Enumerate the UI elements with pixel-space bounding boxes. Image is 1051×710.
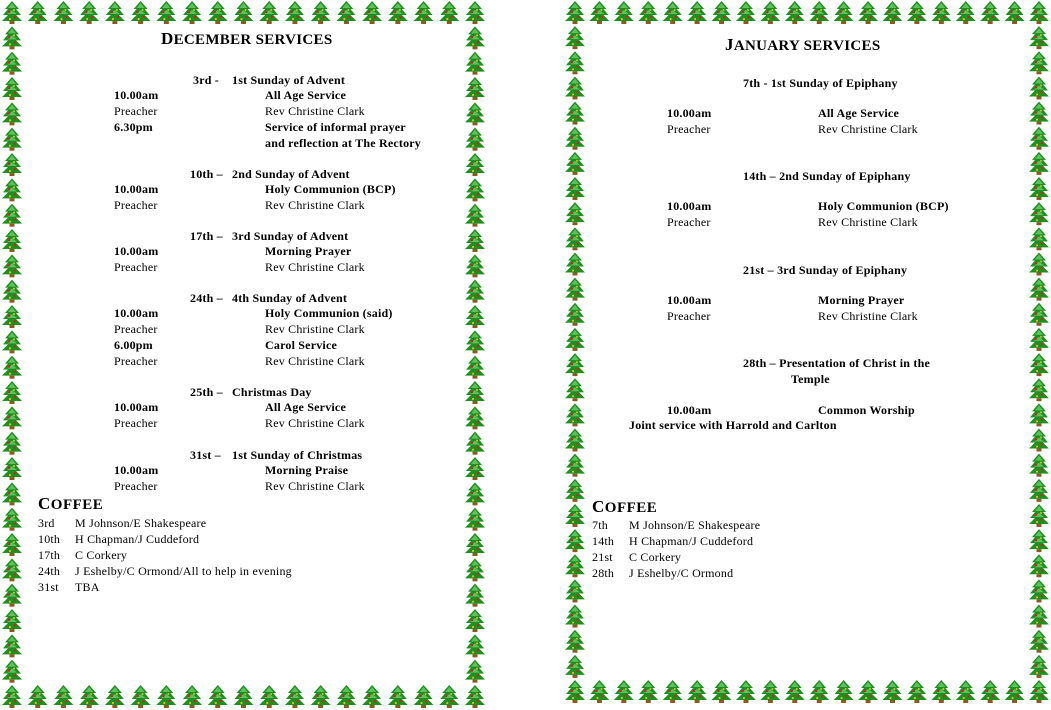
christmas-tree-icon xyxy=(712,680,732,703)
christmas-tree-icon xyxy=(638,680,658,703)
service-time: 10.00am xyxy=(114,400,159,414)
christmas-tree-icon xyxy=(1029,680,1049,703)
christmas-tree-icon xyxy=(565,454,585,477)
christmas-tree-icon xyxy=(362,1,382,24)
christmas-tree-icon xyxy=(565,328,585,351)
preacher-label: Preacher xyxy=(114,479,158,493)
preacher-label: Preacher xyxy=(114,322,158,336)
christmas-tree-icon xyxy=(28,1,48,24)
january-title: JANUARY SERVICES xyxy=(725,35,881,54)
coffee-names: M Johnson/E Shakespeare xyxy=(75,516,207,530)
christmas-tree-icon xyxy=(2,26,22,49)
service-time: 10.00am xyxy=(114,88,159,102)
christmas-tree-icon xyxy=(1029,429,1049,452)
christmas-tree-icon xyxy=(388,1,408,24)
coffee-names: J Eshelby/C Ormond/All to help in evening xyxy=(75,564,292,578)
christmas-tree-icon xyxy=(439,1,459,24)
christmas-tree-icon xyxy=(465,305,485,328)
christmas-tree-icon xyxy=(565,227,585,250)
christmas-tree-icon xyxy=(465,153,485,176)
christmas-tree-icon xyxy=(1029,655,1049,678)
christmas-tree-icon xyxy=(234,685,254,708)
christmas-tree-icon xyxy=(1005,680,1025,703)
christmas-tree-icon xyxy=(465,280,485,303)
service-title: and reflection at The Rectory xyxy=(265,136,421,150)
christmas-tree-icon xyxy=(589,680,609,703)
christmas-tree-icon xyxy=(79,1,99,24)
christmas-tree-icon xyxy=(465,685,485,708)
service-title: Service of informal prayer xyxy=(265,120,406,134)
christmas-tree-icon xyxy=(414,1,434,24)
service-time: 10.00am xyxy=(667,403,712,417)
service-date: 24th – xyxy=(190,291,223,305)
christmas-tree-icon xyxy=(2,229,22,252)
christmas-tree-icon xyxy=(465,381,485,404)
christmas-tree-icon xyxy=(1029,605,1049,628)
christmas-tree-icon xyxy=(465,77,485,100)
christmas-tree-icon xyxy=(1029,454,1049,477)
service-time: 6.30pm xyxy=(114,120,153,134)
service-time: 6.00pm xyxy=(114,338,153,352)
service-heading: 21st – 3rd Sunday of Epiphany xyxy=(743,263,908,277)
christmas-tree-icon xyxy=(736,1,756,24)
christmas-tree-icon xyxy=(687,680,707,703)
christmas-tree-icon xyxy=(2,102,22,125)
preacher-label: Preacher xyxy=(667,309,711,323)
preacher-name: Rev Christine Clark xyxy=(818,309,918,323)
christmas-tree-icon xyxy=(2,457,22,480)
christmas-tree-icon xyxy=(565,1,585,24)
service-title: All Age Service xyxy=(265,88,346,102)
preacher-name: Rev Christine Clark xyxy=(265,198,365,212)
christmas-tree-icon xyxy=(465,609,485,632)
service-time: 10.00am xyxy=(667,106,712,120)
christmas-tree-icon xyxy=(2,685,22,708)
christmas-tree-icon xyxy=(1029,479,1049,502)
christmas-tree-icon xyxy=(2,305,22,328)
christmas-tree-icon xyxy=(53,1,73,24)
service-heading: 28th – Presentation of Christ in the xyxy=(743,356,930,370)
christmas-tree-icon xyxy=(760,680,780,703)
service-title: Morning Prayer xyxy=(818,293,905,307)
christmas-tree-icon xyxy=(465,26,485,49)
service-time: 10.00am xyxy=(114,306,159,320)
coffee-date: 17th xyxy=(38,548,61,562)
preacher-name: Rev Christine Clark xyxy=(265,322,365,336)
christmas-tree-icon xyxy=(565,655,585,678)
christmas-tree-icon xyxy=(565,26,585,49)
december-coffee-heading: COFFEE xyxy=(38,494,104,513)
service-time: 10.00am xyxy=(667,199,712,213)
christmas-tree-icon xyxy=(465,330,485,353)
christmas-tree-icon xyxy=(465,52,485,75)
christmas-tree-icon xyxy=(565,202,585,225)
christmas-tree-icon xyxy=(834,1,854,24)
christmas-tree-icon xyxy=(259,1,279,24)
christmas-tree-icon xyxy=(2,128,22,151)
christmas-tree-icon xyxy=(565,76,585,99)
christmas-tree-icon xyxy=(465,178,485,201)
christmas-tree-icon xyxy=(2,432,22,455)
service-title: Holy Communion (BCP) xyxy=(818,199,949,213)
service-name: 4th Sunday of Advent xyxy=(232,291,348,305)
coffee-names: H Chapman/J Cuddeford xyxy=(75,532,200,546)
christmas-tree-icon xyxy=(465,432,485,455)
christmas-tree-icon xyxy=(2,558,22,581)
service-time: 10.00am xyxy=(114,463,159,477)
service-name: 2nd Sunday of Advent xyxy=(232,167,350,181)
service-date: 31st – xyxy=(190,448,221,462)
christmas-tree-icon xyxy=(1029,630,1049,653)
january-coffee-heading: COFFEE xyxy=(592,497,658,516)
service-note: Joint service with Harrold and Carlton xyxy=(629,418,837,432)
christmas-tree-icon xyxy=(1029,102,1049,125)
christmas-tree-icon xyxy=(2,356,22,379)
christmas-tree-icon xyxy=(1029,152,1049,175)
christmas-tree-icon xyxy=(785,1,805,24)
christmas-tree-icon xyxy=(336,1,356,24)
christmas-tree-icon xyxy=(1029,303,1049,326)
christmas-tree-border xyxy=(563,0,1051,705)
coffee-names: C Corkery xyxy=(629,550,682,564)
christmas-tree-icon xyxy=(931,1,951,24)
christmas-tree-icon xyxy=(1029,127,1049,150)
christmas-tree-icon xyxy=(809,680,829,703)
christmas-tree-icon xyxy=(2,406,22,429)
coffee-names: H Chapman/J Cuddeford xyxy=(629,534,754,548)
christmas-tree-icon xyxy=(1029,76,1049,99)
christmas-tree-icon xyxy=(1029,378,1049,401)
christmas-tree-icon xyxy=(980,1,1000,24)
christmas-tree-icon xyxy=(156,685,176,708)
christmas-tree-icon xyxy=(931,680,951,703)
christmas-tree-icon xyxy=(259,685,279,708)
christmas-tree-icon xyxy=(858,1,878,24)
christmas-tree-icon xyxy=(565,605,585,628)
christmas-tree-icon xyxy=(834,680,854,703)
christmas-tree-icon xyxy=(28,685,48,708)
christmas-tree-border xyxy=(0,0,487,710)
service-title: Carol Service xyxy=(265,338,338,352)
christmas-tree-icon xyxy=(956,680,976,703)
christmas-tree-icon xyxy=(311,685,331,708)
christmas-tree-icon xyxy=(285,1,305,24)
service-date: 25th – xyxy=(190,385,223,399)
december-page xyxy=(0,0,487,710)
christmas-tree-icon xyxy=(663,1,683,24)
christmas-tree-icon xyxy=(614,680,634,703)
service-heading: 7th - 1st Sunday of Epiphany xyxy=(743,76,898,90)
service-time: 10.00am xyxy=(667,293,712,307)
coffee-date: 10th xyxy=(38,532,61,546)
christmas-tree-icon xyxy=(285,685,305,708)
christmas-tree-icon xyxy=(336,685,356,708)
christmas-tree-icon xyxy=(2,381,22,404)
service-date: 3rd - xyxy=(193,73,219,87)
christmas-tree-icon xyxy=(465,128,485,151)
christmas-tree-icon xyxy=(2,660,22,683)
christmas-tree-icon xyxy=(182,1,202,24)
coffee-names: TBA xyxy=(75,580,100,594)
christmas-tree-icon xyxy=(565,102,585,125)
christmas-tree-icon xyxy=(465,533,485,556)
christmas-tree-icon xyxy=(980,680,1000,703)
christmas-tree-icon xyxy=(2,280,22,303)
christmas-tree-icon xyxy=(465,406,485,429)
preacher-label: Preacher xyxy=(114,260,158,274)
christmas-tree-icon xyxy=(465,634,485,657)
christmas-tree-icon xyxy=(1029,227,1049,250)
december-title: DECEMBER SERVICES xyxy=(161,29,333,48)
preacher-name: Rev Christine Clark xyxy=(818,215,918,229)
christmas-tree-icon xyxy=(1005,1,1025,24)
christmas-tree-icon xyxy=(882,1,902,24)
christmas-tree-icon xyxy=(465,356,485,379)
january-page xyxy=(563,0,1051,705)
christmas-tree-icon xyxy=(565,504,585,527)
christmas-tree-icon xyxy=(565,152,585,175)
christmas-tree-icon xyxy=(882,680,902,703)
service-title: All Age Service xyxy=(818,106,899,120)
christmas-tree-icon xyxy=(2,204,22,227)
christmas-tree-icon xyxy=(1029,252,1049,275)
christmas-tree-icon xyxy=(1029,579,1049,602)
christmas-tree-icon xyxy=(465,660,485,683)
christmas-tree-icon xyxy=(638,1,658,24)
preacher-name: Rev Christine Clark xyxy=(265,479,365,493)
service-name: Christmas Day xyxy=(232,385,312,399)
christmas-tree-icon xyxy=(465,584,485,607)
christmas-tree-icon xyxy=(182,685,202,708)
preacher-name: Rev Christine Clark xyxy=(265,354,365,368)
coffee-date: 14th xyxy=(592,534,615,548)
christmas-tree-icon xyxy=(465,558,485,581)
christmas-tree-icon xyxy=(465,254,485,277)
christmas-tree-icon xyxy=(907,1,927,24)
coffee-date: 31st xyxy=(38,580,59,594)
coffee-date: 7th xyxy=(592,518,608,532)
christmas-tree-icon xyxy=(736,680,756,703)
preacher-name: Rev Christine Clark xyxy=(265,260,365,274)
christmas-tree-icon xyxy=(1029,202,1049,225)
christmas-tree-icon xyxy=(465,482,485,505)
preacher-label: Preacher xyxy=(667,122,711,136)
christmas-tree-icon xyxy=(2,609,22,632)
christmas-tree-icon xyxy=(208,1,228,24)
christmas-tree-icon xyxy=(1029,504,1049,527)
christmas-tree-icon xyxy=(465,204,485,227)
christmas-tree-icon xyxy=(105,685,125,708)
christmas-tree-icon xyxy=(1029,177,1049,200)
christmas-tree-icon xyxy=(858,680,878,703)
service-name: 1st Sunday of Advent xyxy=(232,73,346,87)
service-title: Common Worship xyxy=(818,403,915,417)
christmas-tree-icon xyxy=(2,1,22,24)
christmas-tree-icon xyxy=(439,685,459,708)
christmas-tree-icon xyxy=(208,685,228,708)
christmas-tree-icon xyxy=(565,529,585,552)
christmas-tree-icon xyxy=(565,303,585,326)
preacher-label: Preacher xyxy=(114,104,158,118)
service-heading: 14th – 2nd Sunday of Epiphany xyxy=(743,169,911,183)
service-title: Morning Praise xyxy=(265,463,349,477)
preacher-name: Rev Christine Clark xyxy=(265,104,365,118)
christmas-tree-icon xyxy=(907,680,927,703)
service-title: All Age Service xyxy=(265,400,346,414)
christmas-tree-icon xyxy=(760,1,780,24)
christmas-tree-icon xyxy=(465,457,485,480)
coffee-date: 28th xyxy=(592,566,615,580)
service-title: Holy Communion (BCP) xyxy=(265,182,396,196)
christmas-tree-icon xyxy=(956,1,976,24)
christmas-tree-icon xyxy=(565,579,585,602)
christmas-tree-icon xyxy=(156,1,176,24)
service-time: 10.00am xyxy=(114,244,159,258)
christmas-tree-icon xyxy=(565,353,585,376)
christmas-tree-icon xyxy=(465,229,485,252)
service-time: 10.00am xyxy=(114,182,159,196)
service-date: 10th – xyxy=(190,167,223,181)
christmas-tree-icon xyxy=(2,254,22,277)
coffee-names: M Johnson/E Shakespeare xyxy=(629,518,761,532)
christmas-tree-icon xyxy=(1029,51,1049,74)
christmas-tree-icon xyxy=(809,1,829,24)
christmas-tree-icon xyxy=(565,630,585,653)
coffee-date: 3rd xyxy=(38,516,55,530)
christmas-tree-icon xyxy=(1029,554,1049,577)
christmas-tree-icon xyxy=(414,685,434,708)
christmas-tree-icon xyxy=(105,1,125,24)
christmas-tree-icon xyxy=(465,508,485,531)
christmas-tree-icon xyxy=(2,178,22,201)
coffee-date: 21st xyxy=(592,550,613,564)
christmas-tree-icon xyxy=(2,508,22,531)
christmas-tree-icon xyxy=(2,153,22,176)
christmas-tree-icon xyxy=(565,51,585,74)
preacher-name: Rev Christine Clark xyxy=(818,122,918,136)
coffee-date: 24th xyxy=(38,564,61,578)
christmas-tree-icon xyxy=(131,685,151,708)
christmas-tree-icon xyxy=(465,102,485,125)
service-title: Morning Prayer xyxy=(265,244,352,258)
christmas-tree-icon xyxy=(362,685,382,708)
christmas-tree-icon xyxy=(2,584,22,607)
christmas-tree-icon xyxy=(1029,328,1049,351)
coffee-names: C Corkery xyxy=(75,548,128,562)
service-date: 17th – xyxy=(190,229,223,243)
christmas-tree-icon xyxy=(1029,353,1049,376)
christmas-tree-icon xyxy=(565,278,585,301)
christmas-tree-icon xyxy=(465,1,485,24)
christmas-tree-icon xyxy=(565,554,585,577)
christmas-tree-icon xyxy=(687,1,707,24)
christmas-tree-icon xyxy=(388,685,408,708)
christmas-tree-icon xyxy=(53,685,73,708)
christmas-tree-icon xyxy=(1029,403,1049,426)
christmas-tree-icon xyxy=(2,533,22,556)
christmas-tree-icon xyxy=(565,403,585,426)
christmas-tree-icon xyxy=(565,429,585,452)
preacher-label: Preacher xyxy=(667,215,711,229)
christmas-tree-icon xyxy=(1029,278,1049,301)
christmas-tree-icon xyxy=(1029,26,1049,49)
christmas-tree-icon xyxy=(565,127,585,150)
preacher-label: Preacher xyxy=(114,354,158,368)
christmas-tree-icon xyxy=(2,52,22,75)
service-name: 1st Sunday of Christmas xyxy=(232,448,363,462)
christmas-tree-icon xyxy=(565,252,585,275)
christmas-tree-icon xyxy=(785,680,805,703)
christmas-tree-icon xyxy=(663,680,683,703)
christmas-tree-icon xyxy=(589,1,609,24)
christmas-tree-icon xyxy=(2,482,22,505)
christmas-tree-icon xyxy=(311,1,331,24)
service-heading-cont: Temple xyxy=(791,372,830,386)
christmas-tree-icon xyxy=(234,1,254,24)
service-title: Holy Communion (said) xyxy=(265,306,393,320)
christmas-tree-icon xyxy=(2,634,22,657)
coffee-names: J Eshelby/C Ormond xyxy=(629,566,734,580)
christmas-tree-icon xyxy=(2,77,22,100)
christmas-tree-icon xyxy=(614,1,634,24)
christmas-tree-icon xyxy=(1029,529,1049,552)
christmas-tree-icon xyxy=(712,1,732,24)
christmas-tree-icon xyxy=(131,1,151,24)
service-name: 3rd Sunday of Advent xyxy=(232,229,349,243)
christmas-tree-icon xyxy=(565,479,585,502)
christmas-tree-icon xyxy=(565,680,585,703)
christmas-tree-icon xyxy=(79,685,99,708)
christmas-tree-icon xyxy=(1029,1,1049,24)
christmas-tree-icon xyxy=(2,330,22,353)
preacher-label: Preacher xyxy=(114,198,158,212)
preacher-label: Preacher xyxy=(114,416,158,430)
christmas-tree-icon xyxy=(565,177,585,200)
christmas-tree-icon xyxy=(565,378,585,401)
preacher-name: Rev Christine Clark xyxy=(265,416,365,430)
